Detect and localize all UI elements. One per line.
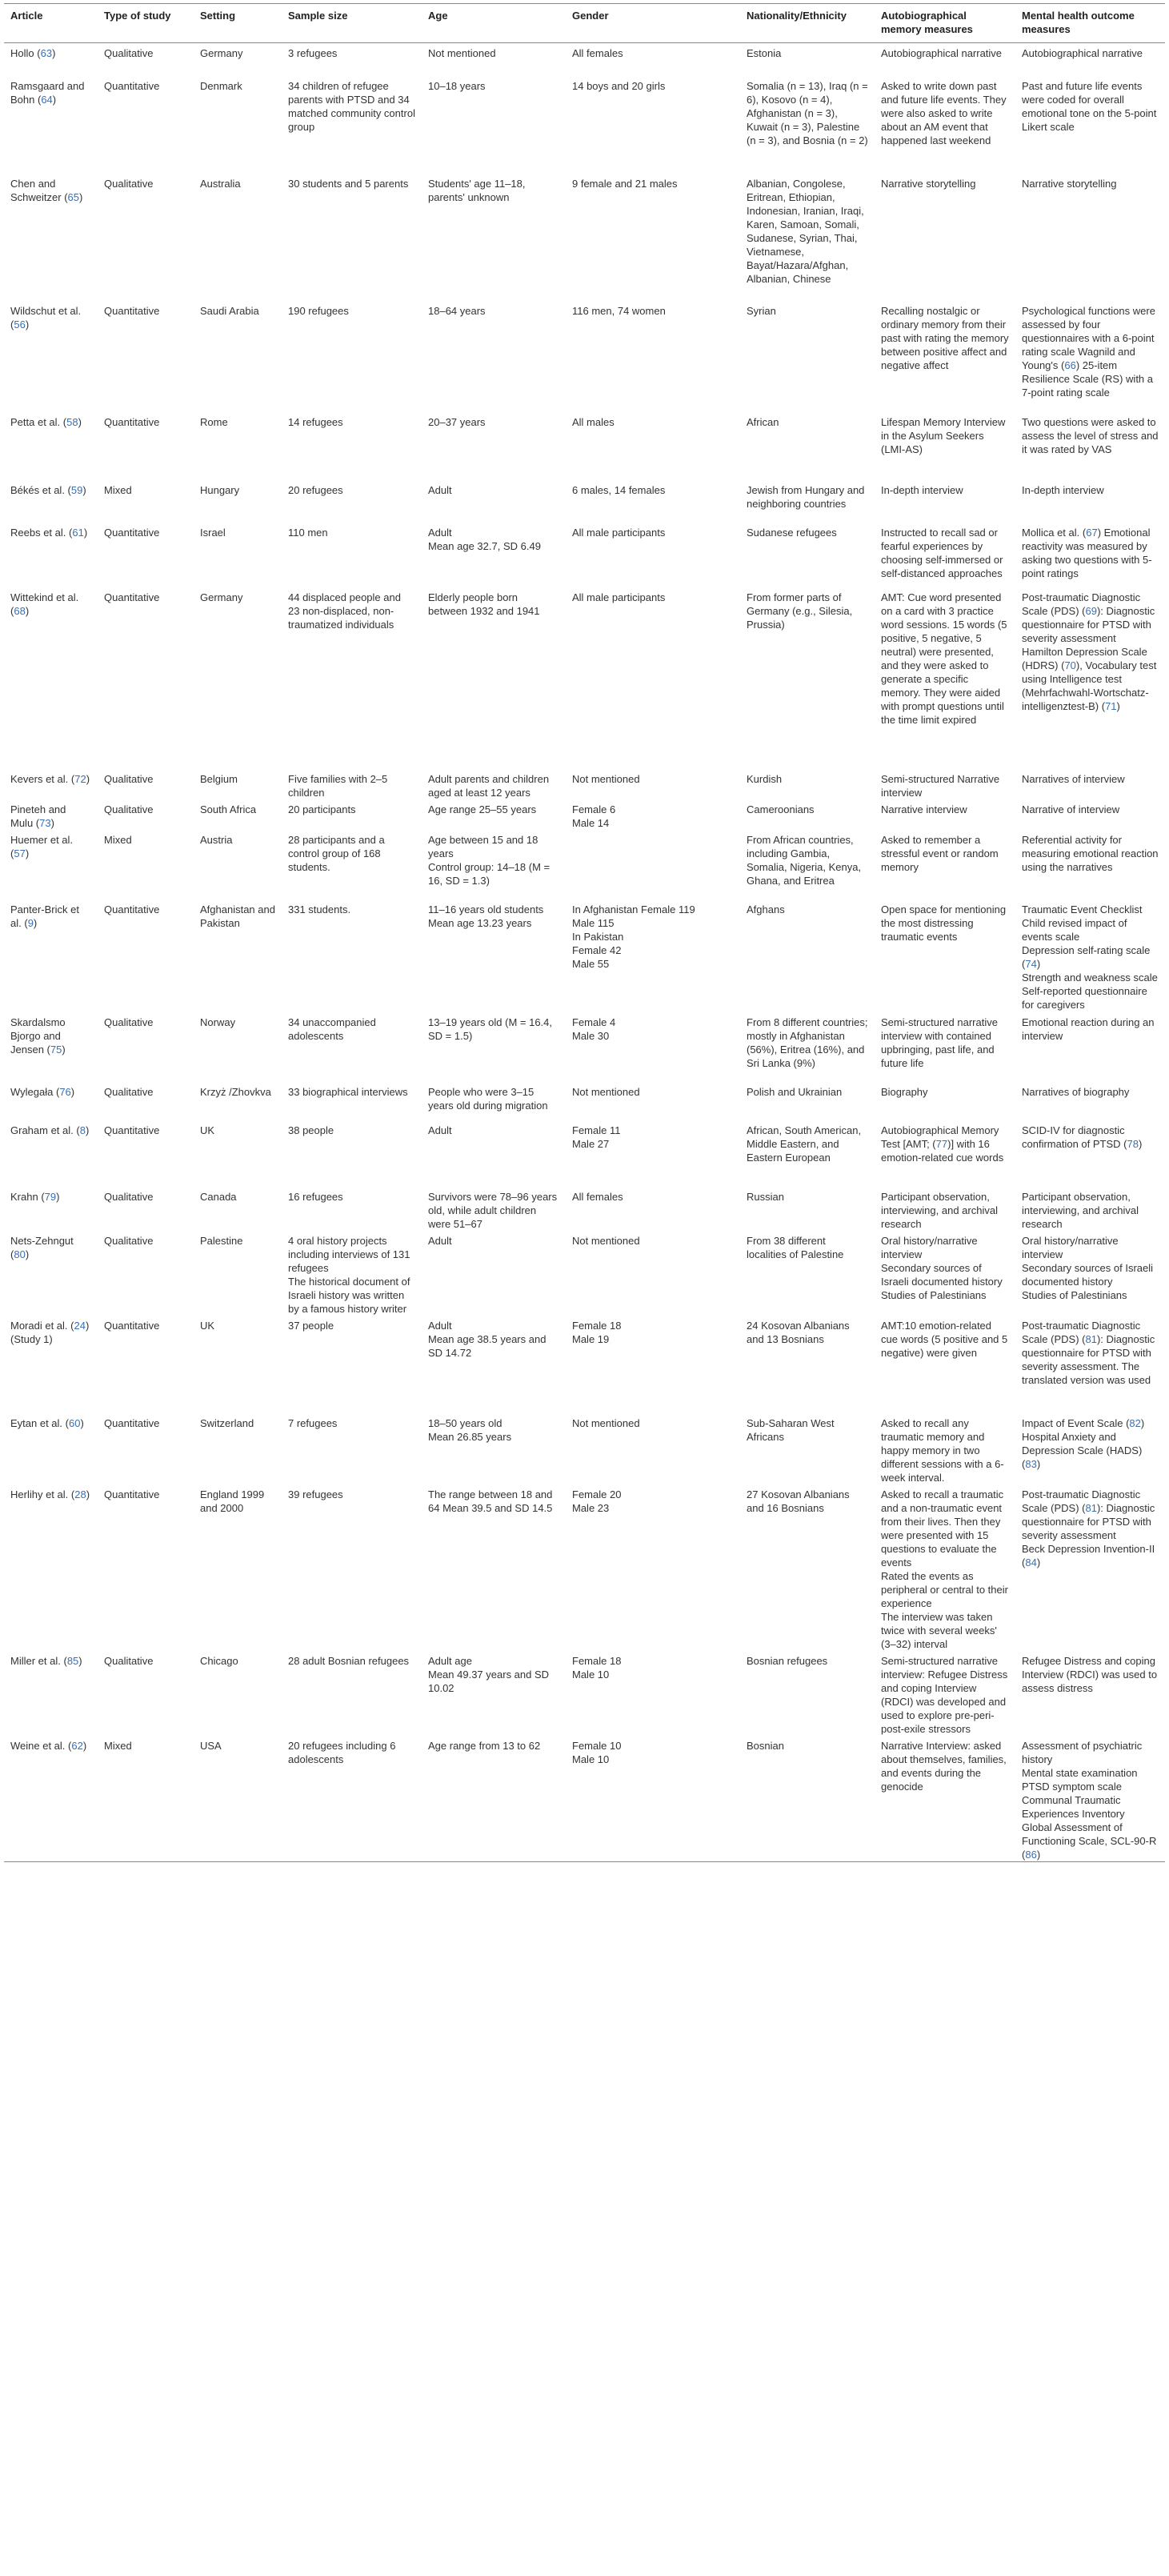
cell-age: 11–16 years old students Mean age 13.23 years <box>428 903 544 929</box>
header-age: Age <box>422 4 566 43</box>
cell-sample-size: 34 children of refugee parents with PTSD and 34 matched community control group <box>288 79 415 133</box>
cell-setting: Palestine <box>200 1234 243 1247</box>
cell-nationality: Bosnian refugees <box>747 1654 828 1667</box>
cell-type: Qualitative <box>104 1234 154 1247</box>
header-memory-measures: Autobiographical memory measures <box>875 4 1015 43</box>
table-row <box>4 1736 1165 1862</box>
cell-gender: All males <box>572 415 615 428</box>
cell-sample-size: 39 refugees <box>288 1488 343 1500</box>
cell-setting: Afghanistan and Pakistan <box>200 903 275 929</box>
cell-memory-measures: Lifespan Memory Interview in the Asylum Seekers (LMI-AS) <box>881 415 1006 455</box>
header-gender: Gender <box>566 4 740 43</box>
reference-link[interactable]: 71 <box>1105 699 1117 712</box>
reference-link[interactable]: 86 <box>1025 1848 1037 1861</box>
reference-link[interactable]: 63 <box>40 47 53 59</box>
cell-type: Qualitative <box>104 803 154 815</box>
cell-gender: 9 female and 21 males <box>572 177 678 190</box>
cell-nationality: Jewish from Hungary and neighboring countries <box>747 483 865 510</box>
cell-age: Adult Mean age 32.7, SD 6.49 <box>428 526 541 552</box>
cell-sample-size: 38 people <box>288 1124 334 1136</box>
cell-gender: Female 20 Male 23 <box>572 1488 622 1514</box>
cell-outcome-measures: Participant observation, interviewing, and archival research <box>1022 1190 1139 1230</box>
cell-gender: Female 11 Male 27 <box>572 1124 621 1150</box>
table-row <box>4 76 1165 174</box>
reference-link[interactable]: 62 <box>71 1739 83 1752</box>
cell-nationality: Bosnian <box>740 1736 875 1862</box>
reference-link[interactable]: 24 <box>74 1319 86 1332</box>
cell-type: Qualitative <box>104 47 154 59</box>
cell-setting: South Africa <box>200 803 257 815</box>
cell-outcome-measures: Narratives of interview <box>1022 772 1125 785</box>
studies-table <box>4 3 1165 1862</box>
cell-setting: Denmark <box>200 79 242 92</box>
cell-age: 18–50 years old Mean 26.85 years <box>428 1416 512 1443</box>
cell-outcome-measures: Narrative storytelling <box>1022 177 1117 190</box>
cell-nationality: Estonia <box>747 47 782 59</box>
cell-type: Quantitative <box>104 1416 160 1429</box>
cell-outcome-measures: Post-traumatic Diagnostic Scale (PDS) (81): Diagnostic questionnaire for PTSD with severity assessment Beck Depression Invention-II (84) <box>1022 1488 1155 1568</box>
table-row <box>4 1012 1165 1082</box>
cell-gender: Female 10 Male 10 <box>566 1736 740 1862</box>
cell-nationality: Sub-Saharan West Africans <box>747 1416 835 1443</box>
cell-memory-measures: Asked to remember a stressful event or random memory <box>881 833 999 873</box>
cell-memory-measures: Open space for mentioning the most distressing traumatic events <box>881 903 1007 943</box>
table-row <box>4 799 1165 830</box>
reference-link[interactable]: 79 <box>44 1190 57 1203</box>
table-row <box>4 43 1165 76</box>
table-row <box>4 480 1165 523</box>
reference-link[interactable]: 81 <box>1085 1332 1097 1345</box>
cell-nationality: From African countries, including Gambia, Somalia, Nigeria, Kenya, Ghana, and Eritrea <box>747 833 862 887</box>
header-outcome-measures: Mental health outcome measures <box>1015 4 1165 43</box>
header-nationality: Nationality/Ethnicity <box>740 4 875 43</box>
cell-type: Quantitative <box>104 591 160 603</box>
cell-setting: USA <box>194 1736 282 1862</box>
cell-type: Quantitative <box>104 304 160 317</box>
cell-nationality: From 38 different localities of Palestine <box>747 1234 844 1260</box>
cell-type: Qualitative <box>104 1016 154 1028</box>
cell-nationality: From 8 different countries; mostly in Afghanistan (56%), Eritrea (16%), and Sri Lanka (9%) <box>747 1016 868 1069</box>
reference-link[interactable]: 64 <box>41 93 53 106</box>
cell-gender: 6 males, 14 females <box>572 483 666 496</box>
cell-outcome-measures: Mollica et al. (67) Emotional reactivity was measured by asking two questions with 5-point ratings <box>1022 526 1152 579</box>
reference-link[interactable]: 57 <box>14 847 26 859</box>
cell-gender: All females <box>572 1190 623 1203</box>
cell-outcome-measures: In-depth interview <box>1022 483 1104 496</box>
cell-memory-measures: Semi-structured narrative interview: Refugee Distress and coping Interview (RDCI) was developed and used to explore pre-peri-post-exile stressors <box>881 1654 1008 1735</box>
table-row <box>4 174 1165 301</box>
cell-article: Békés et al. (59) <box>10 483 86 496</box>
cell-memory-measures: Narrative interview <box>881 803 967 815</box>
cell-age: Adult parents and children aged at least 12 years <box>428 772 550 799</box>
table-row <box>4 769 1165 799</box>
cell-setting: Saudi Arabia <box>200 304 259 317</box>
cell-nationality: Sudanese refugees <box>747 526 837 539</box>
reference-link[interactable]: 85 <box>66 1654 79 1667</box>
cell-setting: Chicago <box>200 1654 238 1667</box>
cell-article: Miller et al. (85) <box>10 1654 82 1667</box>
reference-link[interactable]: 70 <box>1064 659 1076 671</box>
cell-sample-size: 34 unaccompanied adolescents <box>288 1016 376 1042</box>
cell-memory-measures: Semi-structured Narrative interview <box>881 772 1000 799</box>
cell-gender: All females <box>572 47 623 59</box>
cell-nationality: Somalia (n = 13), Iraq (n = 6), Kosovo (n = 4), Afghanistan (n = 3), Kuwait (n = 3), Palestine (n = 3), and Bosnia (n = 2) <box>747 79 868 146</box>
cell-setting: Germany <box>200 591 243 603</box>
cell-type: Quantitative <box>104 1488 160 1500</box>
cell-nationality: Kurdish <box>747 772 783 785</box>
table-row <box>4 1187 1165 1231</box>
cell-gender: Not mentioned <box>572 1416 640 1429</box>
cell-nationality: From former parts of Germany (e.g., Silesia, Prussia) <box>747 591 853 631</box>
cell-article: Reebs et al. (61) <box>10 526 88 539</box>
cell-nationality: Polish and Ukrainian <box>747 1085 843 1098</box>
cell-gender: Female 6 Male 14 <box>572 803 616 829</box>
cell-memory-measures: Asked to write down past and future life events. They were also asked to write about an AM event that happened last weekend <box>881 79 1007 146</box>
cell-sample-size: 30 students and 5 parents <box>288 177 409 190</box>
cell-type: Mixed <box>104 483 132 496</box>
cell-outcome-measures: Narratives of biography <box>1022 1085 1130 1098</box>
cell-age: Age range 25–55 years <box>428 803 537 815</box>
cell-gender: Female 4 Male 30 <box>572 1016 616 1042</box>
cell-gender: All male participants <box>572 591 666 603</box>
cell-setting: Austria <box>200 833 233 846</box>
cell-nationality: Afghans <box>747 903 785 915</box>
header-row <box>4 4 1165 43</box>
cell-setting: Australia <box>200 177 241 190</box>
cell-setting: England 1999 and 2000 <box>200 1488 265 1514</box>
reference-link[interactable]: 68 <box>14 604 26 617</box>
cell-type: Quantitative <box>104 526 160 539</box>
reference-link[interactable]: 8 <box>79 1124 86 1136</box>
cell-setting: Hungary <box>200 483 240 496</box>
cell-article: Eytan et al. (60) <box>10 1416 84 1429</box>
reference-link[interactable]: 76 <box>59 1085 71 1098</box>
cell-outcome-measures: Past and future life events were coded for overall emotional tone on the 5-point Likert scale <box>1022 79 1157 133</box>
reference-link[interactable]: 61 <box>72 526 84 539</box>
cell-age: The range between 18 and 64 Mean 39.5 and SD 14.5 <box>428 1488 553 1514</box>
cell-type: Qualitative <box>104 177 154 190</box>
cell-outcome-measures: Assessment of psychiatric history Mental state examination PTSD symptom scale Communal Traumatic Experiences Inventory Global Assessment of Functioning Scale, SCL-90-R (86) <box>1015 1736 1165 1862</box>
cell-gender: In Afghanistan Female 119 Male 115 In Pakistan Female 42 Male 55 <box>572 903 695 970</box>
reference-link[interactable]: 80 <box>14 1248 26 1260</box>
cell-sample-size: 14 refugees <box>288 415 343 428</box>
header-type-of-study: Type of study <box>98 4 194 43</box>
cell-setting: Canada <box>200 1190 237 1203</box>
cell-article: Chen and Schweitzer (65) <box>10 177 83 203</box>
cell-sample-size: 4 oral history projects including interviews of 131 refugees The historical document of Israeli history was written by a famous history writer <box>288 1234 410 1315</box>
cell-outcome-measures: Autobiographical narrative <box>1022 47 1143 59</box>
cell-age: Students' age 11–18, parents' unknown <box>428 177 526 203</box>
cell-memory-measures: In-depth interview <box>881 483 963 496</box>
cell-article: Nets-Zehngut (80) <box>10 1234 74 1260</box>
header-article: Article <box>4 4 98 43</box>
cell-outcome-measures: Impact of Event Scale (82) Hospital Anxiety and Depression Scale (HADS) (83) <box>1022 1416 1145 1470</box>
cell-age: Adult <box>428 1234 452 1247</box>
cell-nationality: African <box>747 415 779 428</box>
cell-article: Hollo (63) <box>10 47 56 59</box>
cell-memory-measures: Instructed to recall sad or fearful experiences by choosing self-immersed or self-distanced approaches <box>881 526 1003 579</box>
cell-article: Wylegała (76) <box>10 1085 75 1098</box>
cell-sample-size: 37 people <box>288 1319 334 1332</box>
header-sample-size: Sample size <box>282 4 422 43</box>
cell-sample-size: 7 refugees <box>288 1416 338 1429</box>
cell-age: Adult <box>428 1124 452 1136</box>
cell-article: Skardalsmo Bjorgo and Jensen (75) <box>10 1016 66 1056</box>
header-setting: Setting <box>194 4 282 43</box>
cell-article: Krahn (79) <box>10 1190 60 1203</box>
reference-link[interactable]: 83 <box>1025 1457 1037 1470</box>
cell-sample-size: 28 adult Bosnian refugees <box>288 1654 410 1667</box>
cell-type: Quantitative <box>104 903 160 915</box>
reference-link[interactable]: 69 <box>1085 604 1097 617</box>
cell-gender: Female 18 Male 19 <box>572 1319 622 1345</box>
cell-article: Ramsgaard and Bohn (64) <box>10 79 85 106</box>
reference-link[interactable]: 78 <box>1127 1137 1139 1150</box>
reference-link[interactable]: 58 <box>66 415 78 428</box>
cell-type: Quantitative <box>104 1319 160 1332</box>
cell-type: Mixed <box>98 1736 194 1862</box>
cell-sample-size: 20 refugees including 6 adolescents <box>282 1736 422 1862</box>
cell-age: Age between 15 and 18 years Control group: 14–18 (M = 16, SD = 1.3) <box>428 833 550 887</box>
cell-outcome-measures: SCID-IV for diagnostic confirmation of PTSD (78) <box>1022 1124 1143 1150</box>
cell-sample-size: 16 refugees <box>288 1190 343 1203</box>
table-row <box>4 1082 1165 1120</box>
cell-age: 10–18 years <box>428 79 486 92</box>
cell-memory-measures: Asked to recall a traumatic and a non-traumatic event from their lives. Then they were presented with 15 questions to evaluate the events Rated the events as peripheral or central to their experience The interview was taken twice with several weeks' (3–32) interval <box>881 1488 1008 1650</box>
cell-gender: 14 boys and 20 girls <box>572 79 666 92</box>
reference-link[interactable]: 75 <box>50 1043 62 1056</box>
cell-outcome-measures: Psychological functions were assessed by four questionnaires with a 6-point rating scale Wagnild and Young's (66) 25-item Resilience Scale (RS) with a 7-point rating scale <box>1022 304 1155 399</box>
reference-link[interactable]: 67 <box>1086 526 1098 539</box>
table-row <box>4 830 1165 899</box>
cell-sample-size: 20 participants <box>288 803 356 815</box>
cell-setting: Norway <box>200 1016 236 1028</box>
cell-article: Herlihy et al. (28) <box>10 1488 90 1500</box>
cell-sample-size: 28 participants and a control group of 168 students. <box>288 833 385 873</box>
cell-setting: UK <box>200 1124 215 1136</box>
reference-link[interactable]: 73 <box>39 816 51 829</box>
cell-outcome-measures: Traumatic Event Checklist Child revised impact of events scale Depression self-rating scale (74) Strength and weakness scale Self-reported questionnaire for caregivers <box>1022 903 1158 1011</box>
table-row <box>4 899 1165 1012</box>
cell-setting: Rome <box>200 415 228 428</box>
reference-link[interactable]: 59 <box>70 483 83 496</box>
cell-gender: Not mentioned <box>572 1085 640 1098</box>
cell-sample-size: 331 students. <box>288 903 351 915</box>
cell-sample-size: 3 refugees <box>288 47 338 59</box>
reference-link[interactable]: 60 <box>69 1416 81 1429</box>
table-header <box>4 4 1165 43</box>
cell-age: Adult Mean age 38.5 years and SD 14.72 <box>428 1319 546 1359</box>
cell-article: Kevers et al. (72) <box>10 772 90 785</box>
cell-age: Age range from 13 to 62 <box>422 1736 566 1862</box>
cell-setting: Germany <box>200 47 243 59</box>
cell-age: Survivors were 78–96 years old, while adult children were 51–67 <box>428 1190 558 1230</box>
cell-sample-size: 110 men <box>288 526 328 539</box>
cell-outcome-measures: Post-traumatic Diagnostic Scale (PDS) (81): Diagnostic questionnaire for PTSD with severity assessment. The translated version was used <box>1022 1319 1155 1386</box>
reference-link[interactable]: 77 <box>935 1137 948 1150</box>
cell-gender: All male participants <box>572 526 666 539</box>
cell-memory-measures: Participant observation, interviewing, and archival research <box>881 1190 998 1230</box>
table-row <box>4 1651 1165 1736</box>
reference-link[interactable]: 66 <box>1064 359 1076 371</box>
cell-age: Adult <box>428 483 452 496</box>
reference-link[interactable]: 84 <box>1025 1556 1037 1568</box>
cell-nationality: Russian <box>747 1190 784 1203</box>
cell-nationality: Cameroonians <box>747 803 815 815</box>
cell-setting: Krzyż /Zhovkva <box>200 1085 271 1098</box>
cell-memory-measures: Recalling nostalgic or ordinary memory from their past with rating the memory between positive affect and negative affect <box>881 304 1009 371</box>
cell-nationality: 27 Kosovan Albanians and 16 Bosnians <box>747 1488 850 1514</box>
cell-article: Graham et al. (8) <box>10 1124 90 1136</box>
cell-age: 13–19 years old (M = 16.4, SD = 1.5) <box>428 1016 553 1042</box>
cell-memory-measures: Biography <box>881 1085 928 1098</box>
reference-link[interactable]: 82 <box>1129 1416 1141 1429</box>
cell-type: Quantitative <box>104 79 160 92</box>
table-row <box>4 412 1165 480</box>
table-row <box>4 587 1165 769</box>
table-row <box>4 1484 1165 1651</box>
cell-sample-size: 44 displaced people and 23 non-displaced, non-traumatized individuals <box>288 591 401 631</box>
cell-memory-measures: Autobiographical narrative <box>881 47 1003 59</box>
cell-age: Adult age Mean 49.37 years and SD 10.02 <box>428 1654 550 1694</box>
cell-gender: Not mentioned <box>572 772 640 785</box>
cell-type: Quantitative <box>104 415 160 428</box>
cell-age: 18–64 years <box>428 304 486 317</box>
cell-setting: Switzerland <box>200 1416 254 1429</box>
cell-memory-measures: AMT: Cue word presented on a card with 3 practice word sessions. 15 words (5 positive, 5 negative, 5 neutral) were presented, and they were asked to generate a specific memory. They were aided with prompt questions until the time limit expired <box>881 591 1007 726</box>
cell-outcome-measures: Post-traumatic Diagnostic Scale (PDS) (69): Diagnostic questionnaire for PTSD with severity assessment Hamilton Depression Scale (HDRS) (70), Vocabulary test using Intelligence test (Mehrfachwahl-Wortschatz-intelligenztest-B) (71) <box>1022 591 1157 712</box>
cell-memory-measures: AMT:10 emotion-related cue words (5 positive and 5 negative) were given <box>881 1319 1008 1359</box>
table-row <box>4 523 1165 587</box>
reference-link[interactable]: 9 <box>27 916 34 929</box>
cell-setting: Israel <box>200 526 226 539</box>
cell-article: Wittekind et al. (68) <box>10 591 79 617</box>
cell-type: Qualitative <box>104 1085 154 1098</box>
table-row <box>4 1231 1165 1316</box>
cell-age: Not mentioned <box>428 47 496 59</box>
cell-gender: Not mentioned <box>572 1234 640 1247</box>
cell-gender: Female 18 Male 10 <box>572 1654 622 1681</box>
cell-memory-measures: Semi-structured narrative interview with contained upbringing, past life, and future life <box>881 1016 998 1069</box>
cell-age: Elderly people born between 1932 and 1941 <box>428 591 540 617</box>
cell-age: People who were 3–15 years old during migration <box>428 1085 548 1112</box>
cell-sample-size: 20 refugees <box>288 483 343 496</box>
cell-memory-measures: Oral history/narrative interview Secondary sources of Israeli documented history Studies of Palestinians <box>881 1234 1003 1301</box>
table-row <box>4 301 1165 412</box>
cell-memory-measures: Asked to recall any traumatic memory and happy memory in two different sessions with a 6-week interval. <box>881 1416 1004 1484</box>
cell-type: Qualitative <box>104 772 154 785</box>
reference-link[interactable]: 81 <box>1085 1501 1097 1514</box>
cell-nationality: 24 Kosovan Albanians and 13 Bosnians <box>747 1319 850 1345</box>
cell-memory-measures: Narrative storytelling <box>881 177 976 190</box>
cell-nationality: African, South American, Middle Eastern, and Eastern European <box>747 1124 862 1164</box>
cell-outcome-measures: Narrative of interview <box>1022 803 1120 815</box>
cell-type: Mixed <box>104 833 132 846</box>
cell-memory-measures: Narrative Interview: asked about themselves, families, and events during the genocide <box>875 1736 1015 1862</box>
cell-type: Qualitative <box>104 1190 154 1203</box>
reference-link[interactable]: 74 <box>1025 957 1037 970</box>
cell-type: Quantitative <box>104 1124 160 1136</box>
table-row <box>4 1316 1165 1413</box>
cell-outcome-measures: Referential activity for measuring emotional reaction using the narratives <box>1022 833 1159 873</box>
cell-article: Panter-Brick et al. (9) <box>10 903 79 929</box>
cell-outcome-measures: Emotional reaction during an interview <box>1022 1016 1155 1042</box>
table-row <box>4 1120 1165 1187</box>
cell-article: Pineteh and Mulu (73) <box>10 803 66 829</box>
cell-memory-measures: Autobiographical Memory Test [AMT; (77)] with 16 emotion-related cue words <box>881 1124 1004 1164</box>
cell-outcome-measures: Refugee Distress and coping Interview (RDCI) was used to assess distress <box>1022 1654 1158 1694</box>
reference-link[interactable]: 28 <box>74 1488 86 1500</box>
cell-outcome-measures: Oral history/narrative interview Secondary sources of Israeli documented history Studies of Palestinians <box>1022 1234 1154 1301</box>
cell-setting: UK <box>200 1319 215 1332</box>
cell-outcome-measures: Two questions were asked to assess the level of stress and it was rated by VAS <box>1022 415 1159 455</box>
cell-setting: Belgium <box>200 772 238 785</box>
cell-article: Moradi et al. (24) (Study 1) <box>10 1319 90 1345</box>
cell-sample-size: 190 refugees <box>288 304 349 317</box>
cell-article: Weine et al. (62) <box>4 1736 98 1862</box>
reference-link[interactable]: 56 <box>14 318 26 331</box>
cell-sample-size: 33 biographical interviews <box>288 1085 408 1098</box>
table-body <box>4 43 1165 1862</box>
cell-type: Qualitative <box>104 1654 154 1667</box>
cell-nationality: Syrian <box>747 304 776 317</box>
reference-link[interactable]: 65 <box>67 190 80 203</box>
cell-gender <box>566 830 740 899</box>
cell-article: Petta et al. (58) <box>10 415 82 428</box>
cell-article: Wildschut et al. (56) <box>10 304 82 331</box>
table-row <box>4 1413 1165 1484</box>
reference-link[interactable]: 72 <box>74 772 86 785</box>
cell-article: Huemer et al. (57) <box>10 833 74 859</box>
cell-age: 20–37 years <box>428 415 486 428</box>
cell-gender: 116 men, 74 women <box>572 304 666 317</box>
cell-sample-size: Five families with 2–5 children <box>288 772 388 799</box>
cell-nationality: Albanian, Congolese, Eritrean, Ethiopian, Indonesian, Iranian, Iraqi, Karen, Samoan, Somali, Sudanese, Syrian, Thai, Vietnamese, Bayat/Hazara/Afghan, Albanian, Chinese <box>747 177 864 285</box>
